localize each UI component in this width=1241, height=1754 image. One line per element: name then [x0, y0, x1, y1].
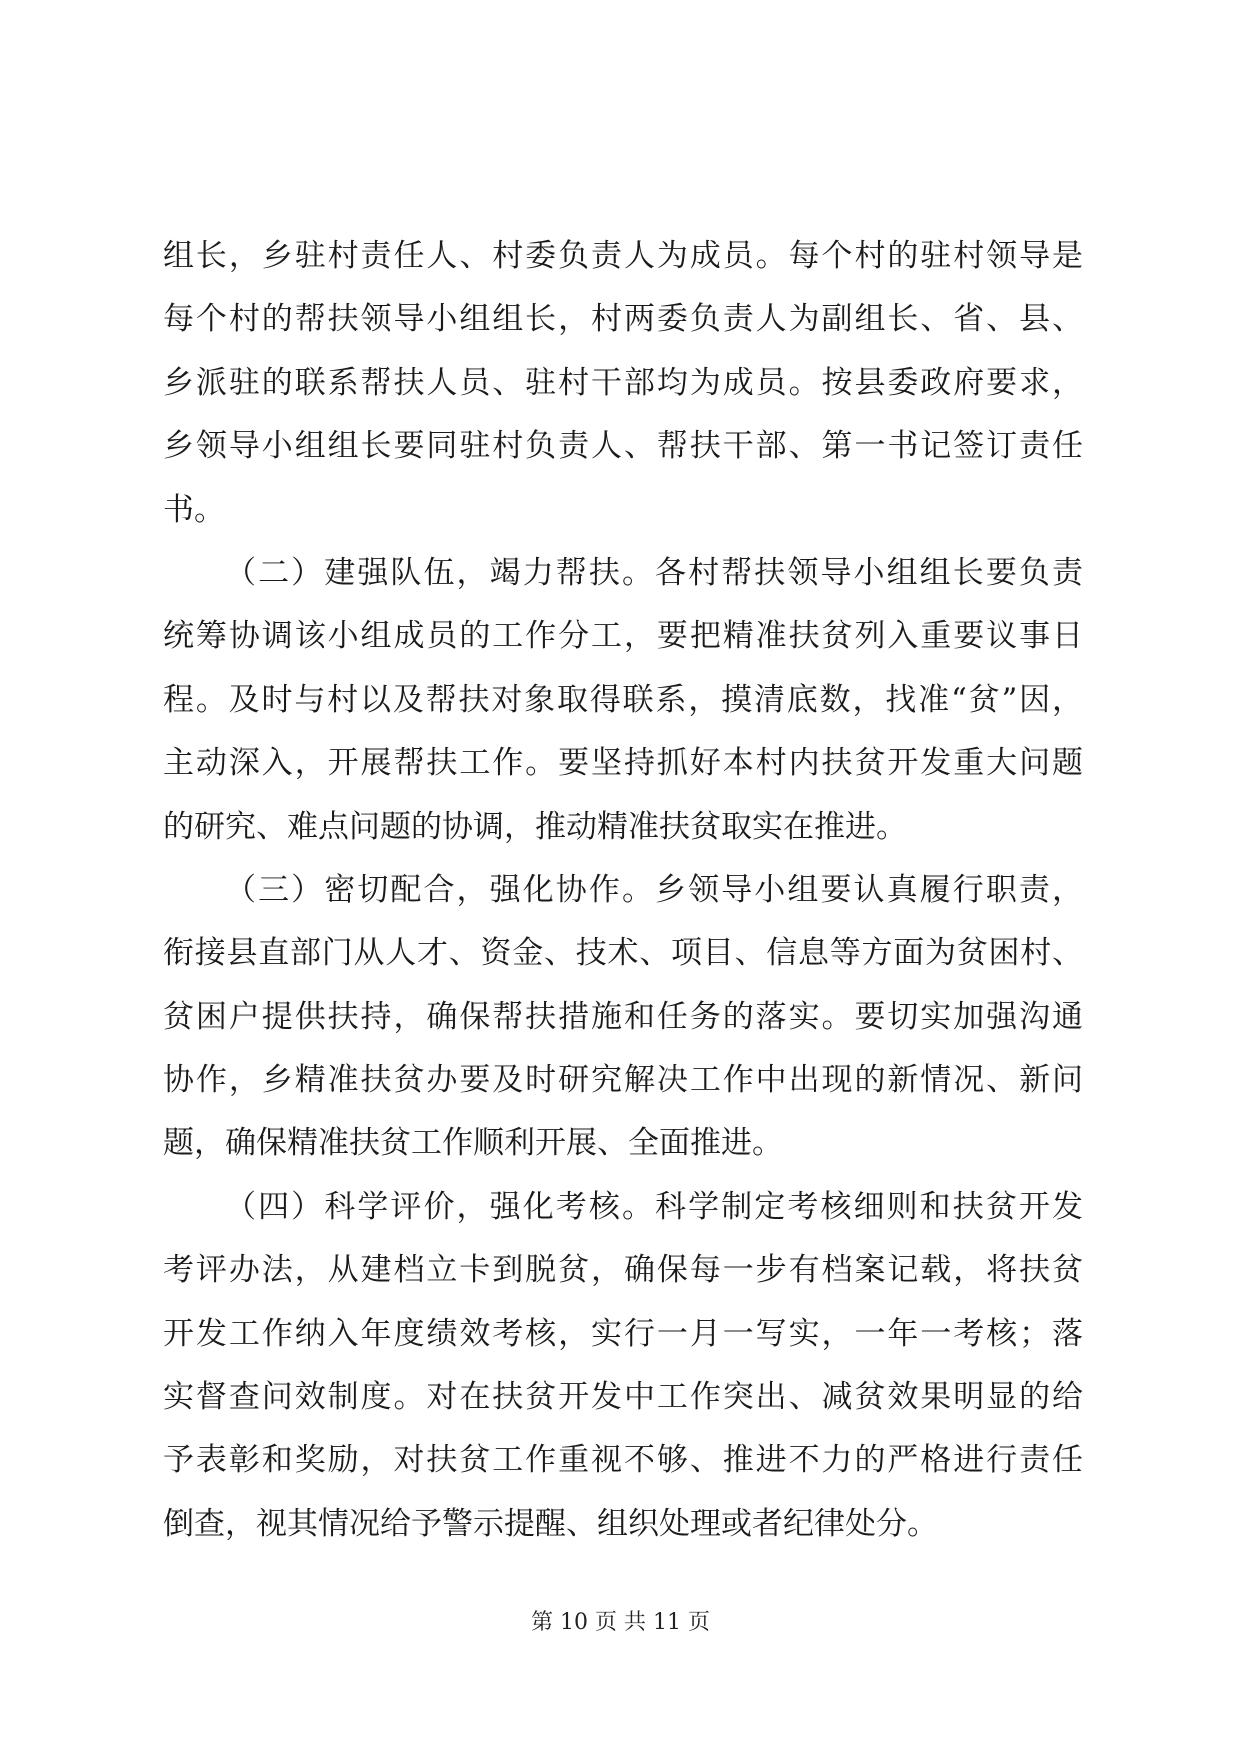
text-line: （三）密切配合，强化协作。乡领导小组要认真履行职责，	[225, 871, 1083, 908]
paragraph-2	[163, 542, 1083, 859]
paragraph-1	[163, 225, 1083, 542]
paragraph-3	[163, 859, 1083, 1176]
text-line: 倒查，视其情况给予警示提醒、组织处理或者纪律处分。	[163, 1505, 938, 1542]
text-line: 主动深入，开展帮扶工作。要坚持抓好本村内扶贫开发重大问题	[163, 745, 1083, 782]
page-number-footer: 第 10 页 共 11 页	[531, 1610, 710, 1635]
text-line: 统筹协调该小组成员的工作分工，要把精准扶贫列入重要议事日	[163, 618, 1083, 655]
text-line: 书。	[163, 491, 225, 528]
text-line: 开发工作纳入年度绩效考核，实行一月一写实，一年一考核；落	[163, 1315, 1083, 1352]
text-line: 衔接县直部门从人才、资金、技术、项目、信息等方面为贫困村、	[163, 935, 1083, 972]
text-line: 每个村的帮扶领导小组组长，村两委负责人为副组长、省、县、	[163, 301, 1083, 338]
text-line: 题，确保精准扶贫工作顺利开展、全面推进。	[163, 1125, 783, 1162]
text-line: 予表彰和奖励，对扶贫工作重视不够、推进不力的严格进行责任	[163, 1442, 1083, 1479]
text-line: 乡派驻的联系帮扶人员、驻村干部均为成员。按县委政府要求，	[163, 364, 1083, 401]
text-line: 贫困户提供扶持，确保帮扶措施和任务的落实。要切实加强沟通	[163, 998, 1083, 1035]
text-line: 协作，乡精准扶贫办要及时研究解决工作中出现的新情况、新问	[163, 1062, 1083, 1099]
text-line: 实督查问效制度。对在扶贫开发中工作突出、减贫效果明显的给	[163, 1379, 1083, 1416]
text-line: （四）科学评价，强化考核。科学制定考核细则和扶贫开发	[225, 1188, 1083, 1225]
document-body	[163, 225, 1083, 1556]
text-line: 程。及时与村以及帮扶对象取得联系，摸清底数，找准“贫”因，	[163, 681, 1083, 718]
paragraph-4	[163, 1176, 1083, 1556]
text-line: 乡领导小组组长要同驻村负责人、帮扶干部、第一书记签订责任	[163, 428, 1083, 465]
text-line: （二）建强队伍，竭力帮扶。各村帮扶领导小组组长要负责	[225, 554, 1083, 591]
text-line: 考评办法，从建档立卡到脱贫，确保每一步有档案记载，将扶贫	[163, 1252, 1083, 1289]
text-line: 组长，乡驻村责任人、村委负责人为成员。每个村的驻村领导是	[163, 238, 1083, 274]
text-line: 的研究、难点问题的协调，推动精准扶贫取实在推进。	[163, 808, 907, 845]
